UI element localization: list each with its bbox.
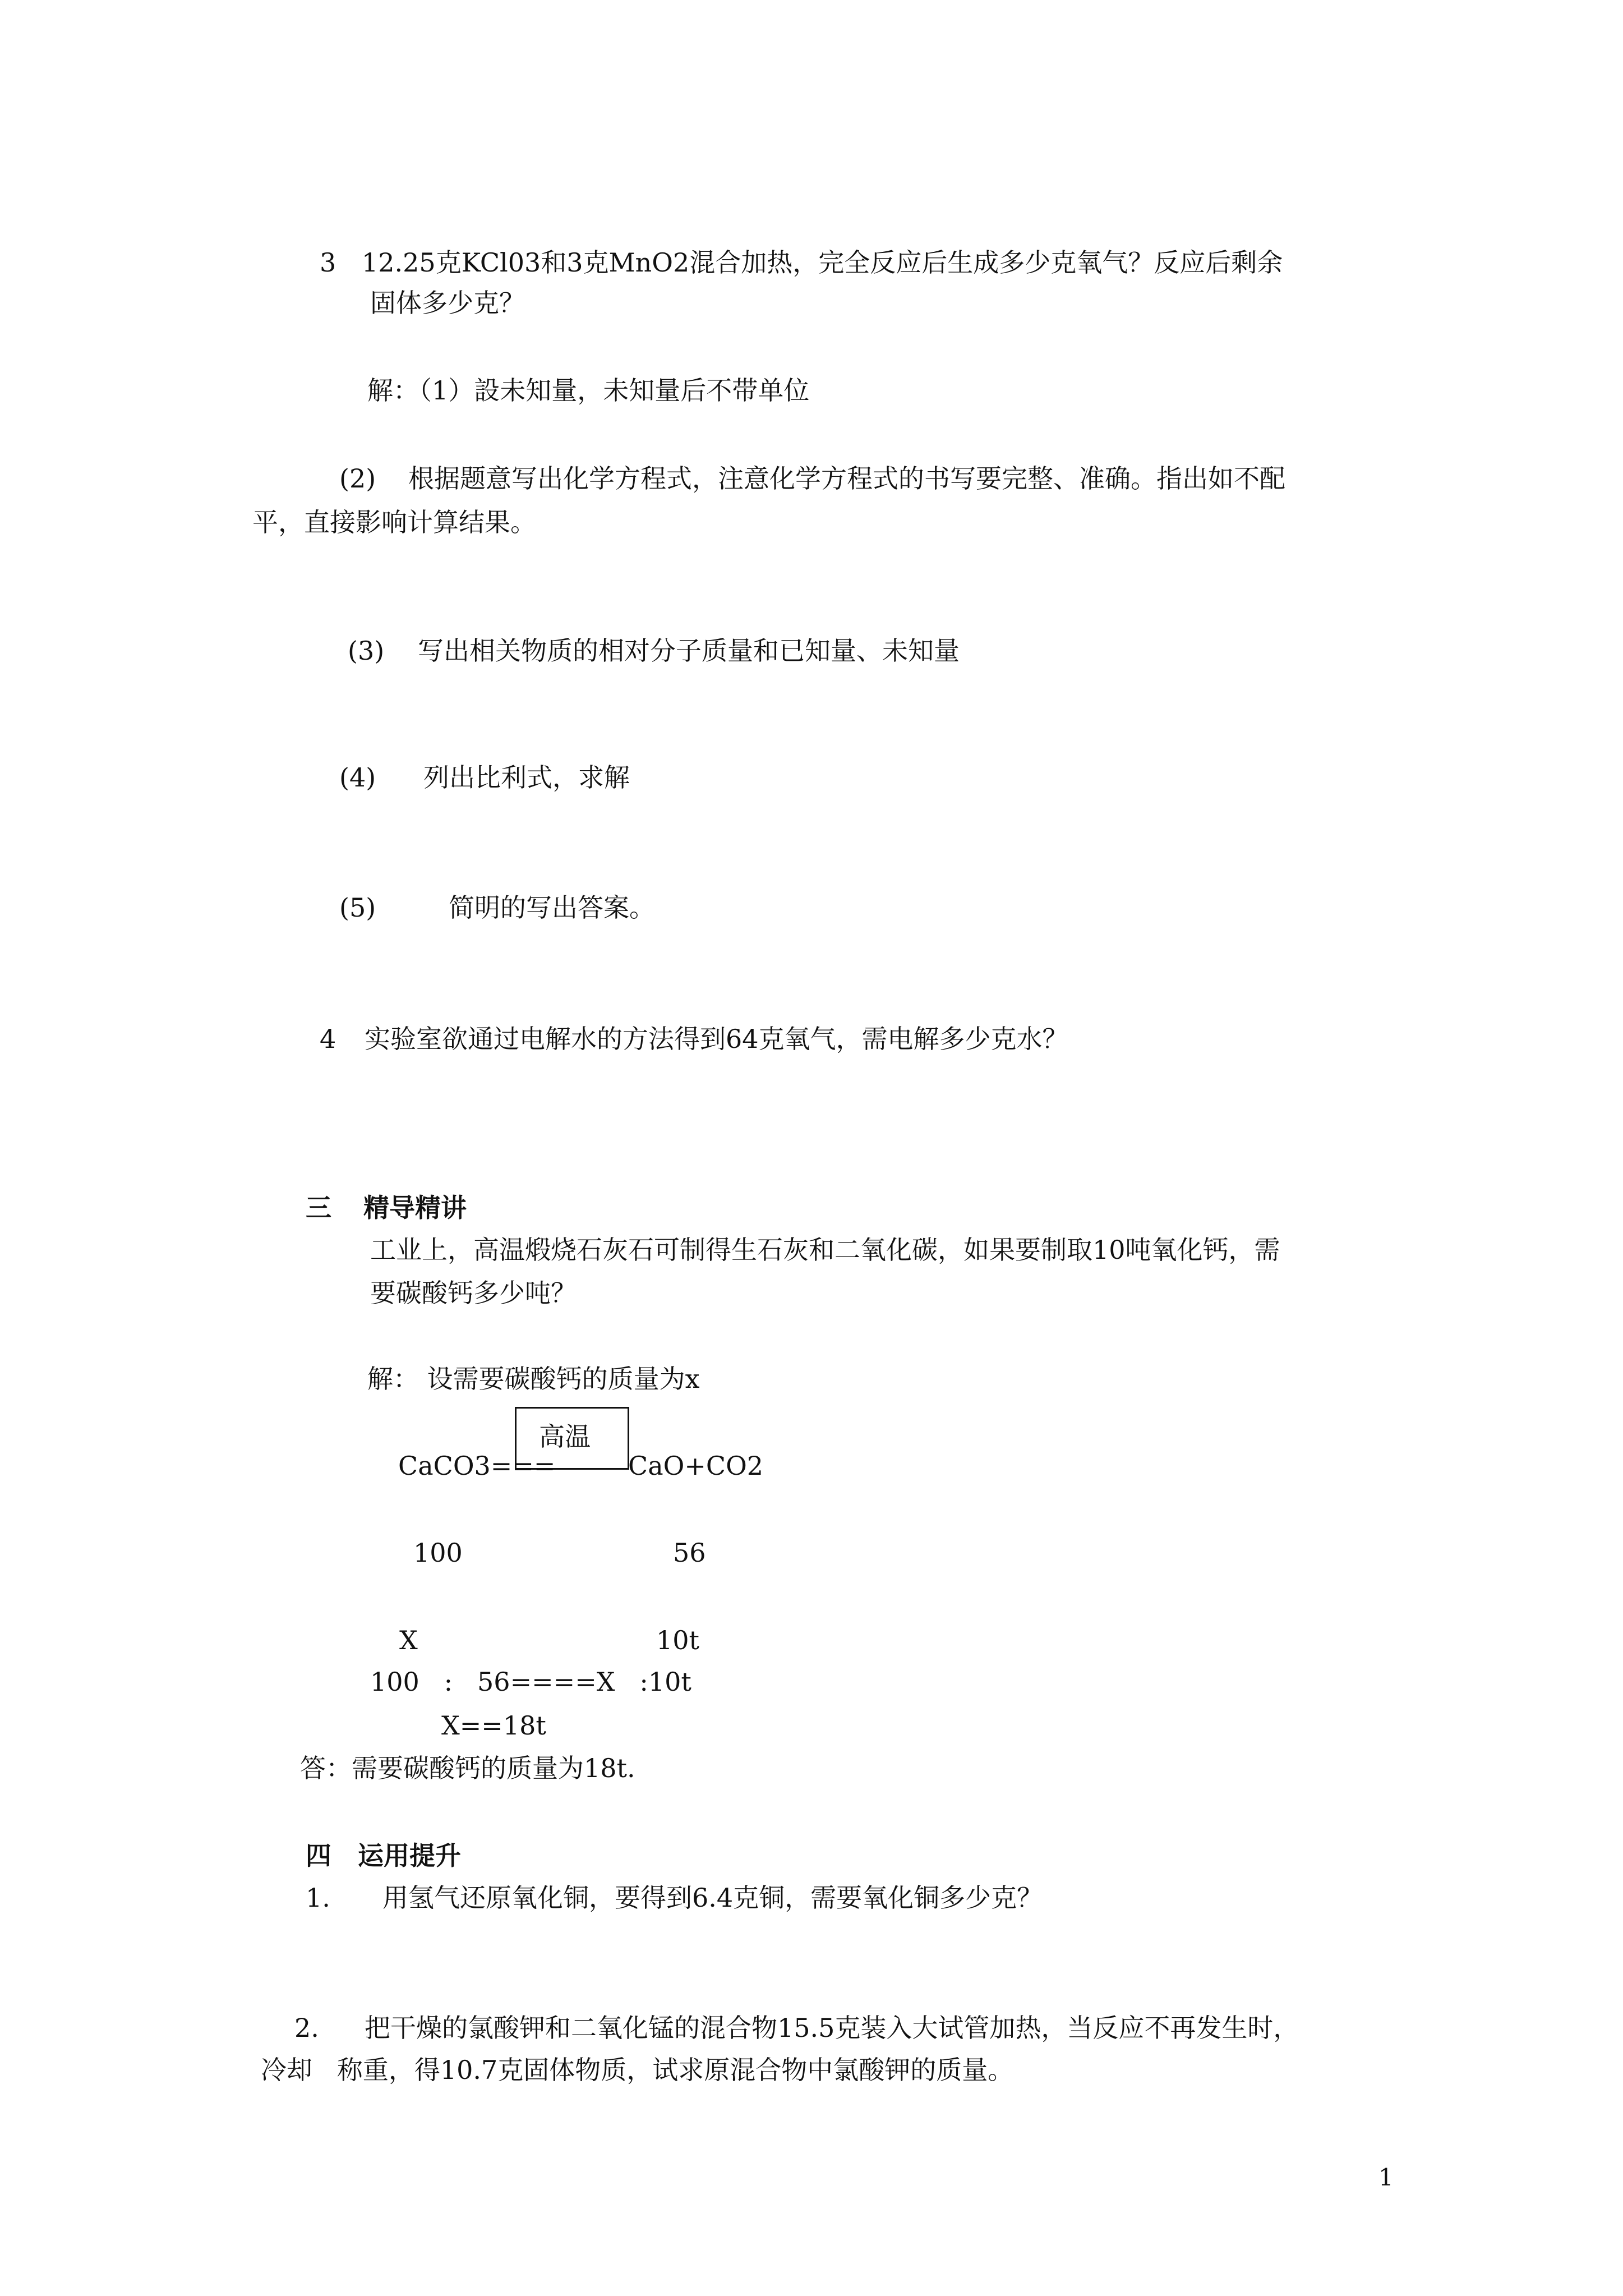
section3-number: 三 bbox=[306, 1193, 331, 1223]
section3-title: 精导精讲 bbox=[363, 1193, 467, 1223]
section4-p2-line1: 把干燥的氯酸钾和二氧化锰的混合物15.5克装入大试管加热，当反应不再发生时， bbox=[365, 2013, 1299, 2043]
q3-step2-line2: 平，直接影响计算结果。 bbox=[252, 507, 536, 537]
section4-title: 运用提升 bbox=[358, 1841, 461, 1871]
section3-problem-line2: 要碳酸钙多少吨？ bbox=[370, 1278, 577, 1308]
equation-left: CaCO3=== bbox=[398, 1451, 556, 1481]
reaction-condition-box bbox=[515, 1407, 629, 1470]
q4-number: 4 bbox=[320, 1024, 336, 1054]
q3-step2-line1: 根据题意写出化学方程式，注意化学方程式的书写要完整、准确。指出如不配 bbox=[408, 463, 1285, 494]
section4-p1-number: 1. bbox=[306, 1883, 330, 1913]
section4-p2-line2: 冷却 称重，得10.7克固体物质，试求原混合物中氯酸钾的质量。 bbox=[261, 2055, 1014, 2085]
section4-p1-text: 用氢气还原氧化铜，要得到6.4克铜，需要氧化铜多少克？ bbox=[382, 1883, 1043, 1913]
equation-right: CaO+CO2 bbox=[628, 1451, 764, 1481]
known-10t: 10t bbox=[656, 1625, 700, 1655]
section4-p2-number: 2. bbox=[294, 2013, 319, 2043]
q3-step5-text: 简明的写出答案。 bbox=[449, 892, 655, 923]
reaction-condition-label: 高温 bbox=[539, 1421, 591, 1452]
ratio-line: 100 : 56====X :10t bbox=[370, 1667, 691, 1697]
q3-text-line1: 12.25克KCl03和3克MnO2混合加热，完全反应后生成多少克氧气？反应后剩余 bbox=[362, 247, 1283, 278]
q3-step3-text: 写出相关物质的相对分子质量和已知量、未知量 bbox=[418, 636, 960, 666]
page-number: 1 bbox=[1378, 2164, 1394, 2191]
section3-answer: 答：需要碳酸钙的质量为18t. bbox=[300, 1753, 635, 1783]
q4-text: 实验室欲通过电解水的方法得到64克氧气，需电解多少克水？ bbox=[365, 1024, 1068, 1054]
unknown-x: X bbox=[399, 1625, 418, 1655]
result-line: X==18t bbox=[441, 1710, 546, 1741]
q3-number: 3 bbox=[320, 247, 336, 278]
q3-step4-number: (4) bbox=[339, 762, 376, 793]
section3-problem-line1: 工业上，高温煅烧石灰石可制得生石灰和二氧化碳，如果要制取10吨氧化钙，需 bbox=[370, 1235, 1280, 1265]
q3-step2-number: (2) bbox=[339, 463, 376, 494]
section3-solution-intro: 解： 设需要碳酸钙的质量为x bbox=[367, 1364, 700, 1394]
mass-cao: 56 bbox=[673, 1538, 706, 1568]
q3-step5-number: (5) bbox=[339, 892, 376, 923]
q3-step3-number: (3) bbox=[348, 636, 385, 666]
q3-step1: 解：（1）設未知量，未知量后不带单位 bbox=[367, 375, 810, 406]
mass-caco3: 100 bbox=[413, 1538, 463, 1568]
q3-text-line2: 固体多少克？ bbox=[370, 288, 525, 318]
q3-step4-text: 列出比利式，求解 bbox=[423, 762, 630, 793]
section4-number: 四 bbox=[306, 1841, 331, 1871]
